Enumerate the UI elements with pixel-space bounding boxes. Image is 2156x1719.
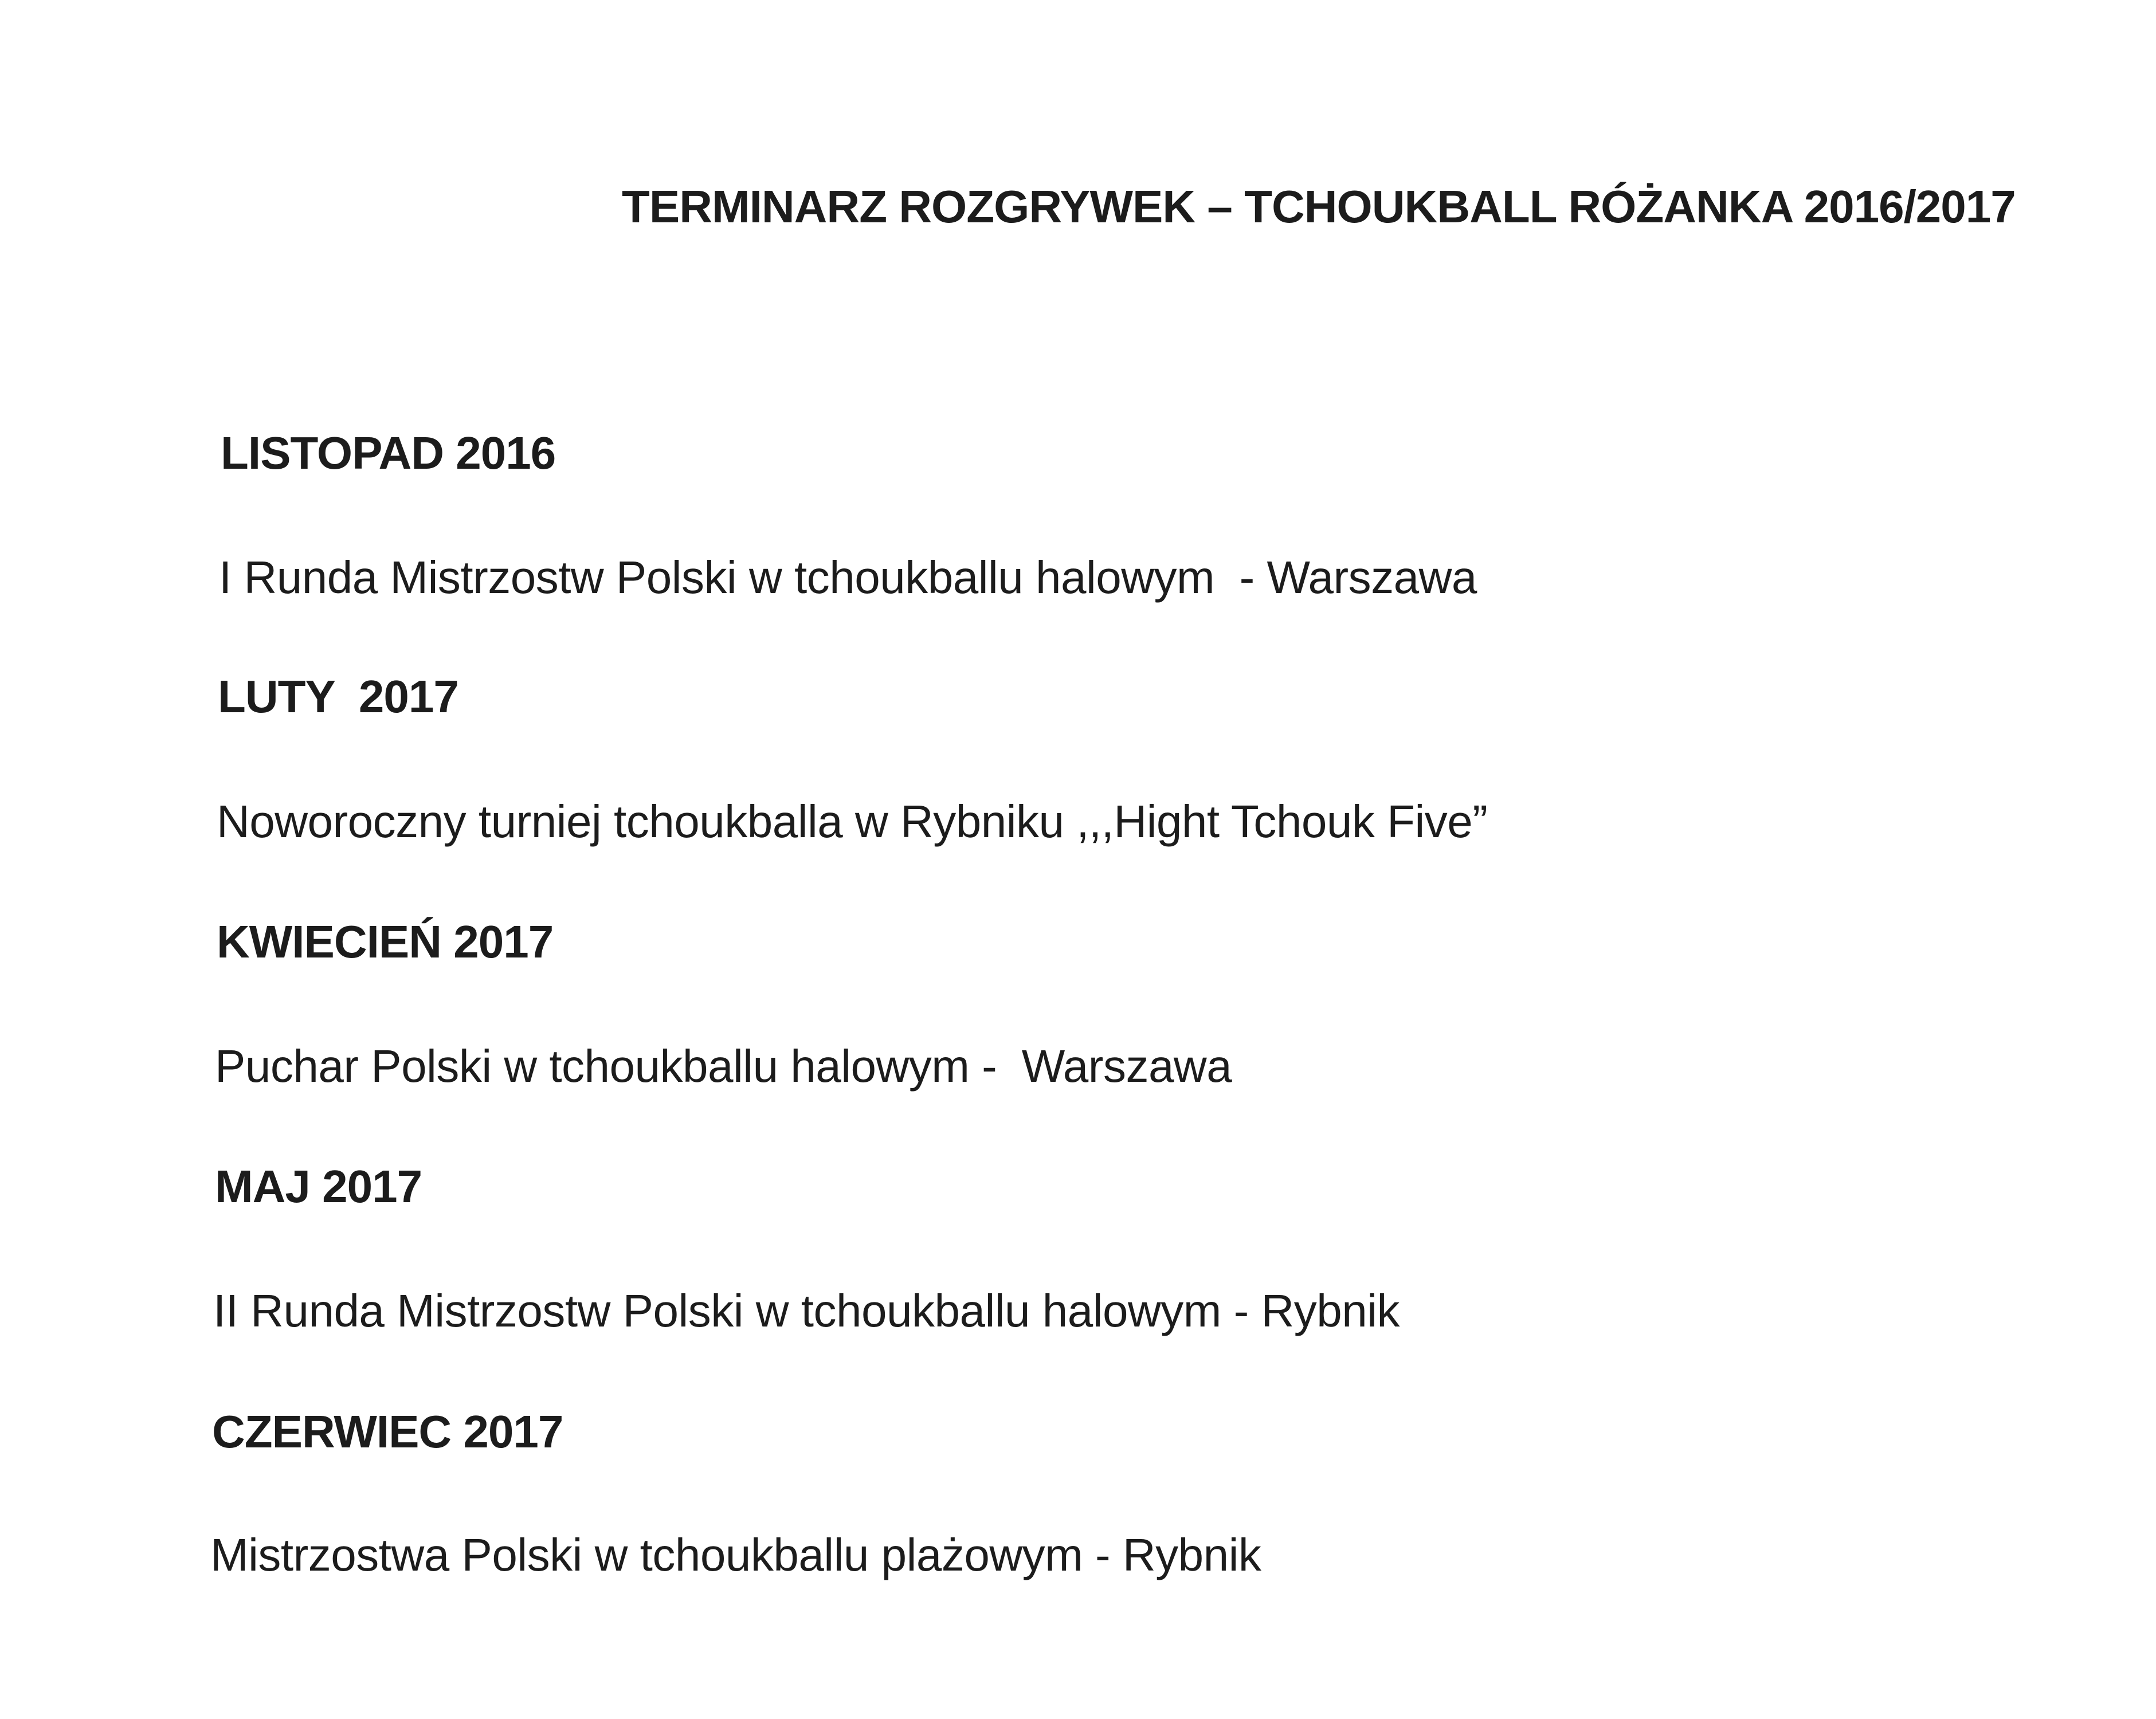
event-luty: Noworoczny turniej tchoukballa w Rybniku ,,,Hight Tchouk Five” [217,796,1488,847]
month-heading-maj: MAJ 2017 [215,1161,422,1212]
event-listopad: I Runda Mistrzostw Polski w tchoukballu halowym - Warszawa [219,552,1477,603]
document-title: TERMINARZ ROZGRYWEK – TCHOUKBALL RÓŻANKA 2016/2017 [622,181,2016,232]
event-maj: II Runda Mistrzostw Polski w tchoukballu halowym - Rybnik [213,1285,1400,1336]
month-heading-kwiecien: KWIECIEŃ 2017 [217,916,554,967]
month-heading-luty: LUTY 2017 [218,671,458,722]
month-heading-czerwiec: CZERWIEC 2017 [212,1406,563,1457]
event-kwiecien: Puchar Polski w tchoukballu halowym - Warszawa [215,1041,1232,1092]
event-czerwiec: Mistrzostwa Polski w tchoukballu plażowym - Rybnik [210,1529,1261,1580]
month-heading-listopad: LISTOPAD 2016 [221,427,556,478]
